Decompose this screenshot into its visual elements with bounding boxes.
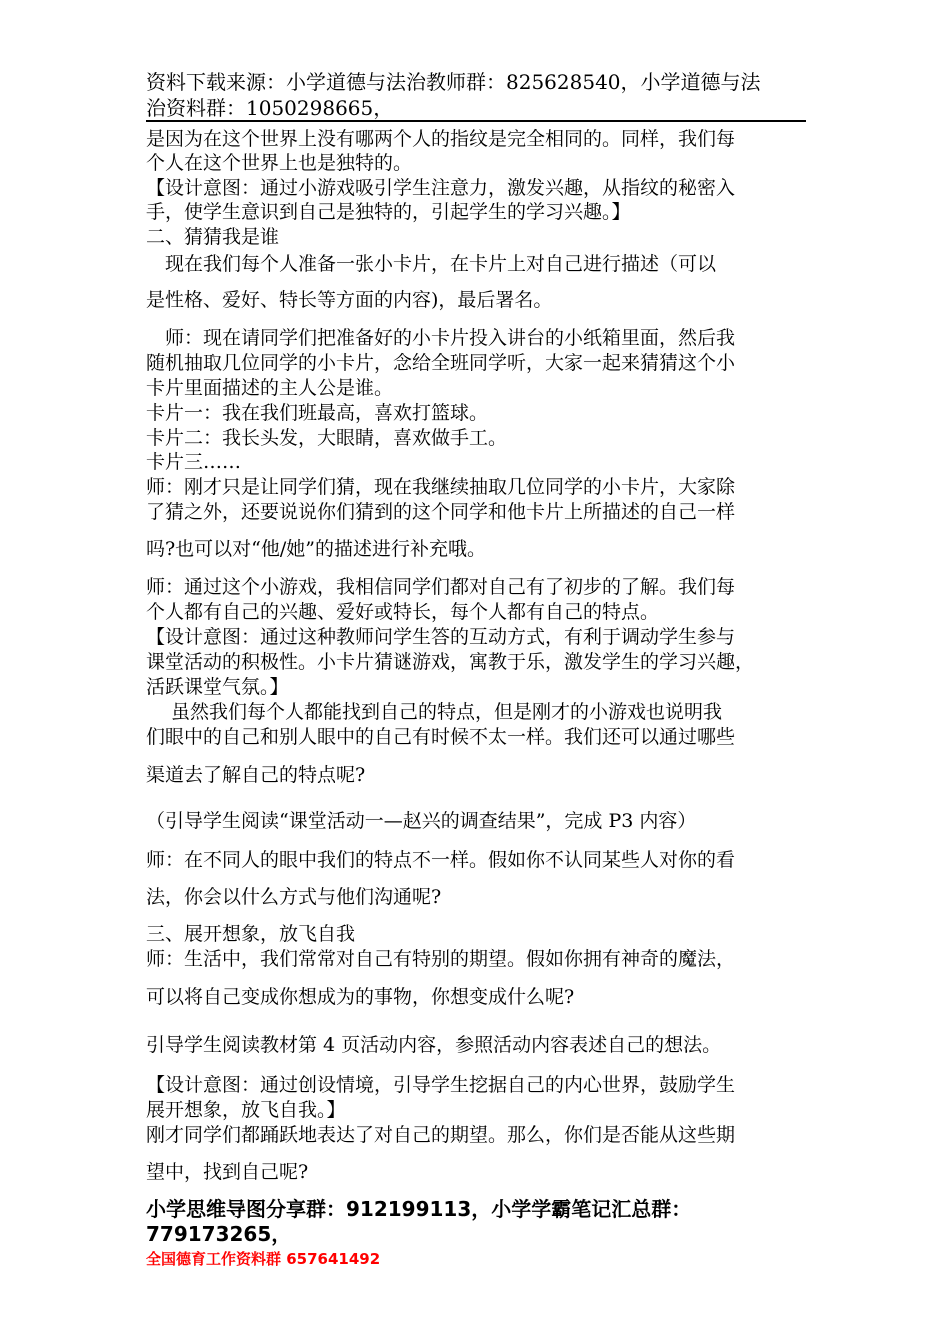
body-line: 师：在不同人的眼中我们的特点不一样。假如你不认同某些人对你的看 (146, 849, 736, 871)
section-heading: 三、展开想象，放飞自我 (146, 923, 356, 945)
card-line: 卡片一：我在我们班最高，喜欢打篮球。 (146, 402, 489, 424)
body-line: 吗?也可以对“他/她”的描述进行补充哦。 (146, 538, 487, 560)
card-line: 卡片二：我长头发，大眼睛，喜欢做手工。 (146, 427, 508, 449)
design-intent-note: 课堂活动的积极性。小卡片猜谜游戏，寓教于乐，激发学生的学习兴趣， (146, 651, 755, 673)
body-line: 个人在这个世界上也是独特的。 (146, 152, 413, 174)
body-line: 师：现在请同学们把准备好的小卡片投入讲台的小纸箱里面，然后我 (146, 327, 736, 349)
body-line: 个人都有自己的兴趣、爱好或特长，每个人都有自己的特点。 (146, 601, 660, 623)
body-line: 虽然我们每个人都能找到自己的特点，但是刚才的小游戏也说明我 (146, 701, 723, 723)
body-line: 卡片里面描述的主人公是谁。 (146, 377, 394, 399)
body-line: 师：刚才只是让同学们猜，现在我继续抽取几位同学的小卡片，大家除 (146, 476, 736, 498)
body-line: 现在我们每个人准备一张小卡片，在卡片上对自己进行描述（可以 (146, 253, 717, 275)
body-line: 是因为在这个世界上没有哪两个人的指纹是完全相同的。同样，我们每 (146, 128, 736, 150)
body-line: 师：通过这个小游戏，我相信同学们都对自己有了初步的了解。我们每 (146, 576, 736, 598)
body-line: 法，你会以什么方式与他们沟通呢? (146, 886, 442, 908)
body-line: 是性格、爱好、特长等方面的内容)，最后署名。 (146, 289, 553, 311)
body-line: 随机抽取几位同学的小卡片，念给全班同学听，大家一起来猜猜这个小 (146, 352, 736, 374)
footer-red-group-line: 全国德育工作资料群 657641492 (146, 1250, 381, 1268)
design-intent-note: 【设计意图：通过创设情境，引导学生挖据自己的内心世界，鼓励学生 (146, 1074, 736, 1096)
footer-group-line-2: 779173265， (146, 1222, 292, 1246)
design-intent-note: 【设计意图：通过这种教师问学生答的互动方式，有利于调动学生参与 (146, 626, 736, 648)
design-intent-note: 手，使学生意识到自己是独特的，引起学生的学习兴趣。】 (146, 201, 631, 223)
source-header-line-2: 治资料群：1050298665， (146, 96, 394, 120)
section-heading: 二、猜猜我是谁 (146, 226, 280, 248)
footer-group-line-1: 小学思维导图分享群：912199113，小学学霸笔记汇总群： (146, 1197, 692, 1221)
body-line: 师：生活中，我们常常对自己有特别的期望。假如你拥有神奇的魔法， (146, 948, 736, 970)
design-intent-note: 展开想象，放飞自我。】 (146, 1099, 346, 1121)
design-intent-note: 活跃课堂气氛。】 (146, 676, 289, 698)
body-line: 刚才同学们都踊跃地表达了对自己的期望。那么，你们是否能从这些期 (146, 1124, 736, 1146)
activity-guidance: （引导学生阅读“课堂活动一—赵兴的调查结果”，完成 P3 内容） (146, 810, 697, 832)
activity-guidance: 引导学生阅读教材第 4 页活动内容，参照活动内容表述自己的想法。 (146, 1034, 722, 1056)
source-header-line-1: 资料下载来源：小学道德与法治教师群：825628540，小学道德与法 (146, 70, 761, 94)
body-line: 望中，找到自己呢? (146, 1161, 309, 1183)
body-line: 了猜之外，还要说说你们猜到的这个同学和他卡片上所描述的自己一样 (146, 501, 736, 523)
card-line: 卡片三…… (146, 451, 242, 473)
header-divider (146, 120, 806, 122)
body-line: 渠道去了解自己的特点呢? (146, 764, 366, 786)
body-line: 可以将自己变成你想成为的事物，你想变成什么呢? (146, 986, 575, 1008)
body-line: 们眼中的自己和别人眼中的自己有时候不太一样。我们还可以通过哪些 (146, 726, 736, 748)
design-intent-note: 【设计意图：通过小游戏吸引学生注意力，激发兴趣，从指纹的秘密入 (146, 177, 736, 199)
